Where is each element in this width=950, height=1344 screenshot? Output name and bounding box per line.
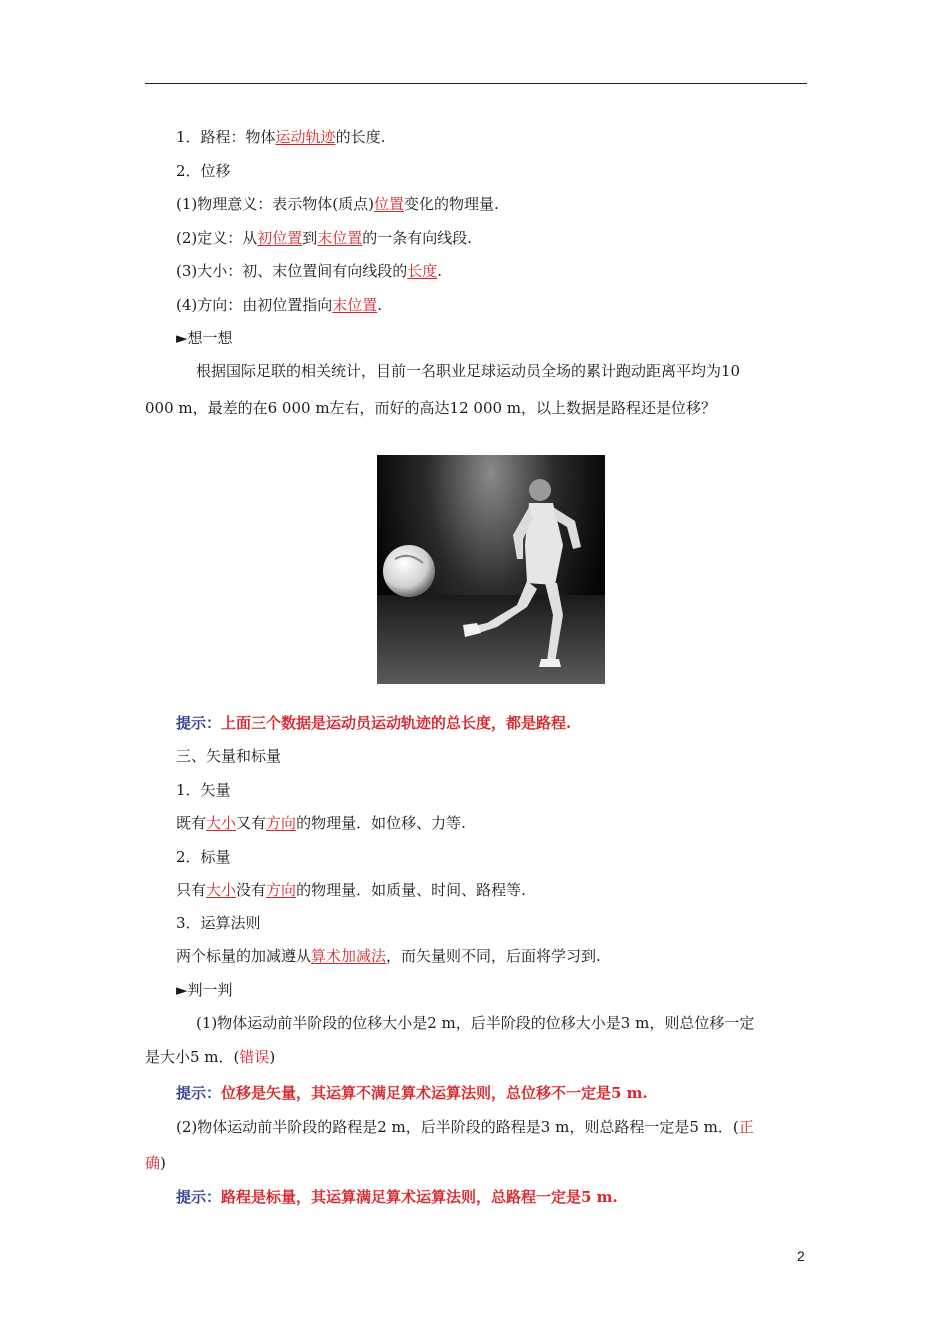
page-number: 2 [797,1248,805,1264]
displacement-definition: (2)定义：从初位置到末位置的一条有向线段. [176,229,473,247]
hint-1: 提示：上面三个数据是运动员运动轨迹的总长度，都是路程. [176,714,572,732]
vector-heading: 1．矢量 [176,781,231,799]
judge-q2-line1: (2)物体运动前半阶段的路程是2 m，后半阶段的路程是3 m，则总路程一定是5 m．(正 [176,1118,754,1136]
hint-2: 提示：位移是矢量，其运算不满足算术运算法则，总位移不一定是5 m. [176,1084,648,1102]
scalar-definition: 只有大小没有方向的物理量．如质量、时间、路程等. [176,881,526,899]
judge-q2-line2: 确) [145,1154,166,1172]
header-rule [145,83,807,84]
operation-rule-text: 两个标量的加减遵从算术加减法，而矢量则不同，后面将学习到. [176,947,601,965]
displacement-heading: 2．位移 [176,162,231,180]
displacement-magnitude: (3)大小：初、末位置间有向线段的长度. [176,262,443,280]
judge-q1-line2: 是大小5 m．(错误) [145,1048,276,1066]
scalar-heading: 2．标量 [176,848,231,866]
displacement-direction: (4)方向：由初位置指向末位置. [176,296,383,314]
displacement-meaning: (1)物理意义：表示物体(质点)位置变化的物理量. [176,195,499,213]
think-question-line2: 000 m，最差的在6 000 m左右，而好的高达12 000 m，以上数据是路程还是位移？ [145,399,717,417]
soccer-player-photo [377,455,605,684]
term-trajectory: 运动轨迹 [275,128,336,146]
think-question-line1: 根据国际足联的相关统计，目前一名职业足球运动员全场的累计跑动距离平均为10 [196,362,741,380]
vector-definition: 既有大小又有方向的物理量．如位移、力等. [176,814,466,832]
hint-3: 提示：路程是标量，其运算满足算术运算法则，总路程一定是5 m. [176,1188,618,1206]
think-marker: ►想一想 [176,329,233,347]
path-definition: 1．路程：物体运动轨迹的长度. [176,128,386,146]
judge-q1-line1: (1)物体运动前半阶段的位移大小是2 m，后半阶段的位移大小是3 m，则总位移一定 [196,1014,755,1032]
operation-rule-heading: 3．运算法则 [176,914,261,932]
judge-marker: ►判一判 [176,981,233,999]
section-3-heading: 三、矢量和标量 [176,747,282,765]
